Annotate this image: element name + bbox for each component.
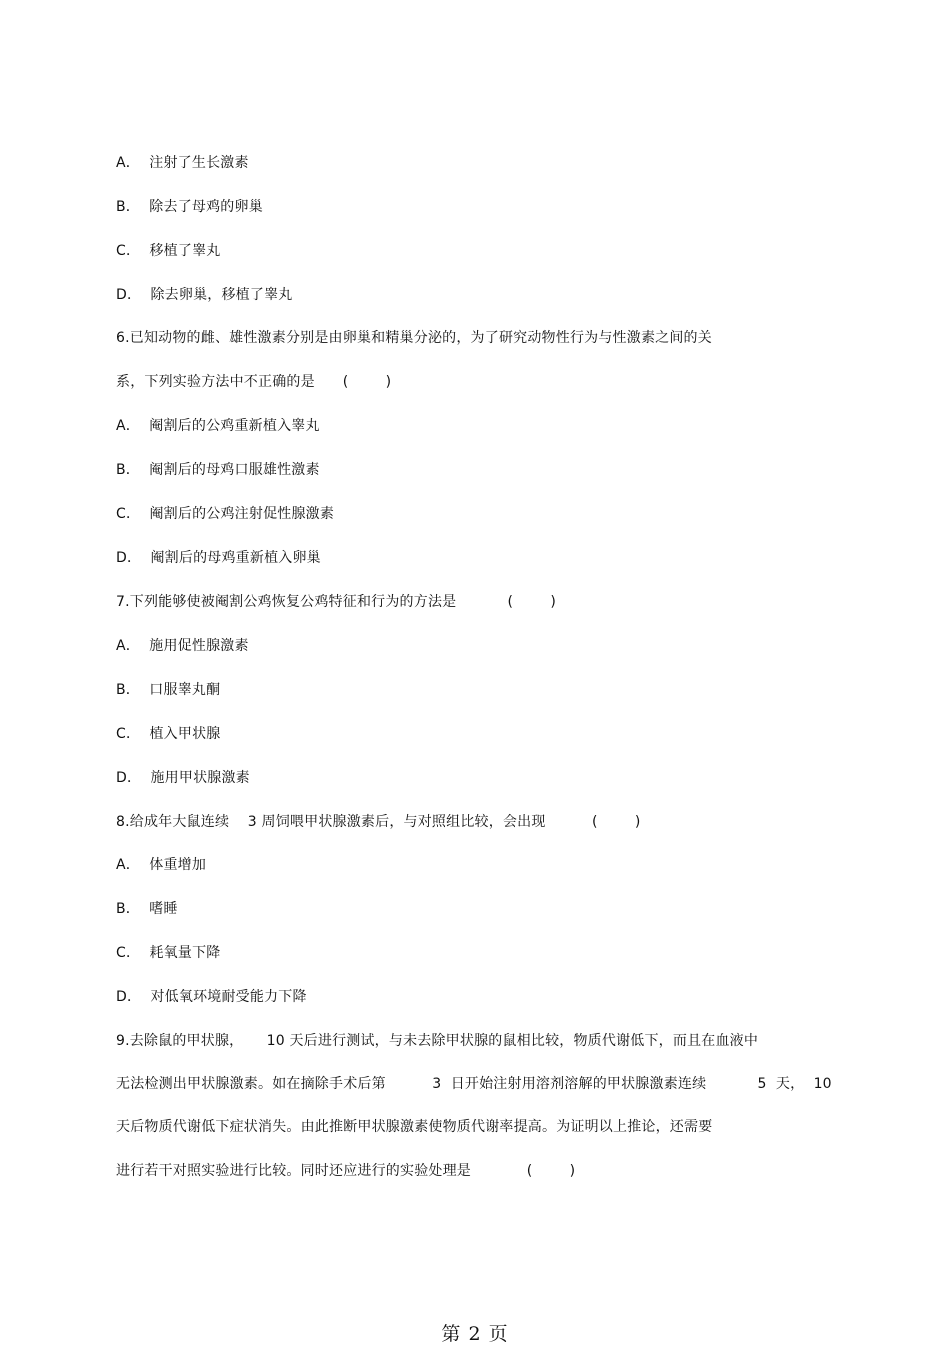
question-9-line-3: 天后物质代谢低下症状消失。由此推断甲状腺激素使物质代谢率提高。为证明以上推论，还需要 xyxy=(116,1119,713,1135)
question-8: 8.给成年大鼠连续 3 周饲喂甲状腺激素后，与对照组比较，会出现 ( ) xyxy=(116,814,641,830)
option-6a: A． 阉割后的公鸡重新植入睾丸 xyxy=(116,418,320,434)
option-7a: A． 施用促性腺激素 xyxy=(116,638,249,654)
question-6-line-1: 6.已知动物的雌、雄性激素分别是由卵巢和精巢分泌的，为了研究动物性行为与性激素之间的关 xyxy=(116,330,712,346)
question-9-line-1: 9.去除鼠的甲状腺， 10 天后进行测试，与未去除甲状腺的鼠相比较，物质代谢低下，而且在血液中 xyxy=(116,1033,759,1049)
option-5b: B． 除去了母鸡的卵巢 xyxy=(116,199,263,215)
option-8a: A． 体重增加 xyxy=(116,857,207,873)
question-9-line-2: 无法检测出甲状腺激素。如在摘除手术后第 3 日开始注射用溶剂溶解的甲状腺激素连续 5 天， 10 xyxy=(116,1076,832,1092)
question-7: 7.下列能够使被阉割公鸡恢复公鸡特征和行为的方法是 ( ) xyxy=(116,594,557,610)
option-5d: D． 除去卵巢，移植了睾丸 xyxy=(116,287,293,303)
question-6-line-2: 系，下列实验方法中不正确的是 ( ) xyxy=(116,374,392,390)
option-5a: A． 注射了生长激素 xyxy=(116,155,249,171)
option-8d: D． 对低氧环境耐受能力下降 xyxy=(116,989,307,1005)
question-9-line-4: 进行若干对照实验进行比较。同时还应进行的实验处理是 ( ) xyxy=(116,1163,576,1179)
option-6b: B． 阉割后的母鸡口服雄性激素 xyxy=(116,462,320,478)
option-7d: D． 施用甲状腺激素 xyxy=(116,770,250,786)
page-number: 第 2 页 xyxy=(441,1323,509,1345)
option-7b: B． 口服睾丸酮 xyxy=(116,682,221,698)
option-8c: C． 耗氧量下降 xyxy=(116,945,221,961)
option-6c: C． 阉割后的公鸡注射促性腺激素 xyxy=(116,506,335,522)
option-6d: D． 阉割后的母鸡重新植入卵巢 xyxy=(116,550,321,566)
option-5c: C． 移植了睾丸 xyxy=(116,243,221,259)
option-7c: C． 植入甲状腺 xyxy=(116,726,221,742)
option-8b: B． 嗜睡 xyxy=(116,901,178,917)
